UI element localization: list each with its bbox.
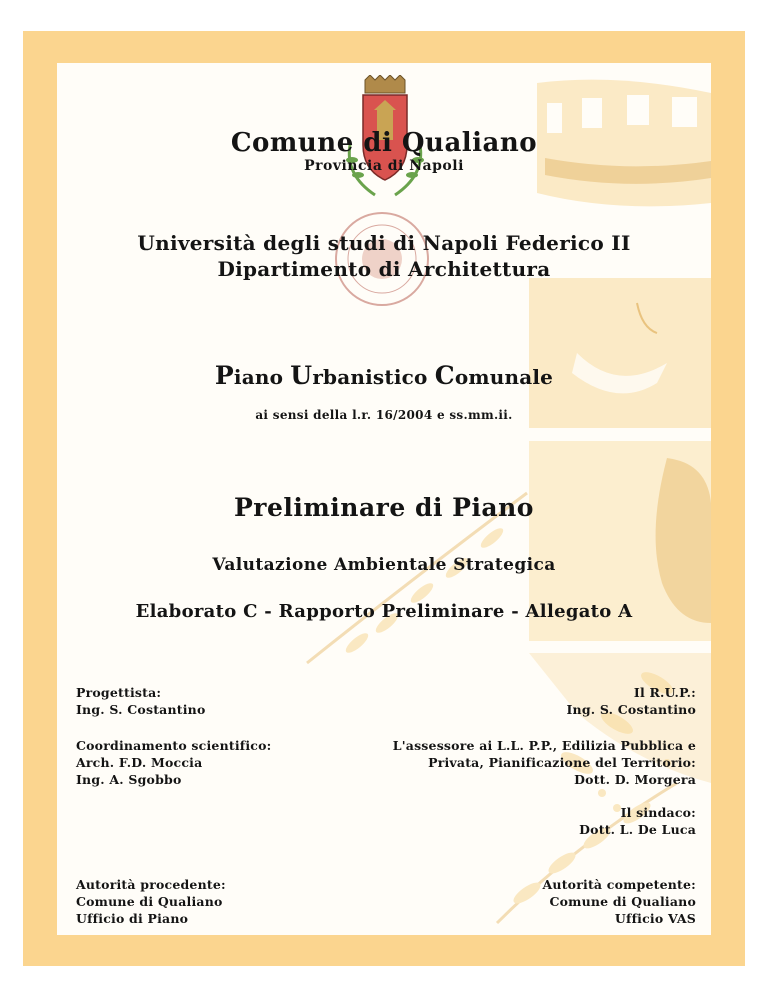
- document-subtitle: Valutazione Ambientale Strategica: [212, 555, 556, 575]
- assessore-block: [393, 737, 696, 788]
- coordinamento-label: Coordinamento scientifico:: [76, 738, 272, 753]
- municipality-title: Comune di Qualiano: [230, 128, 538, 158]
- progettista-label: Progettista:: [76, 685, 162, 700]
- rup-name: Ing. S. Costantino: [566, 702, 696, 717]
- sindaco-block: [579, 804, 696, 838]
- procedente-line-1: Comune di Qualiano: [76, 894, 223, 909]
- university-name: Università degli studi di Napoli Federico II: [137, 231, 631, 255]
- plan-title: [57, 361, 711, 390]
- competente-label: Autorità competente:: [542, 877, 696, 892]
- rup-block: [567, 684, 697, 718]
- assessore-line-2: Privata, Pianificazione del Territorio:: [428, 755, 696, 770]
- plan-word-urbanistico: rbanistico: [312, 365, 435, 389]
- plan-word-comunale: omunale: [454, 365, 554, 389]
- competente-line-1: Comune di Qualiano: [549, 894, 696, 909]
- plan-word-piano: iano: [233, 365, 291, 389]
- assessore-name: Dott. D. Morgera: [574, 772, 696, 787]
- department-name: Dipartimento di Architettura: [217, 257, 551, 281]
- rup-label: Il R.U.P.:: [633, 685, 696, 700]
- plan-initial-c: C: [434, 361, 455, 390]
- legal-reference: ai sensi della l.r. 16/2004 e ss.mm.ii.: [255, 408, 513, 422]
- sindaco-label: Il sindaco:: [620, 805, 696, 820]
- autorita-procedente-block: [76, 876, 226, 927]
- coordinamento-name-2: Ing. A. Sgobbo: [76, 772, 182, 787]
- coordinamento-block: [76, 737, 271, 788]
- sindaco-name: Dott. L. De Luca: [579, 822, 696, 837]
- procedente-line-2: Ufficio di Piano: [76, 911, 189, 926]
- assessore-line-1: L'assessore ai L.L. P.P., Edilizia Pubblica e: [392, 738, 696, 753]
- coordinamento-name-1: Arch. F.D. Moccia: [76, 755, 203, 770]
- progettista-block: [76, 684, 206, 718]
- document-title: Preliminare di Piano: [233, 493, 534, 522]
- province-subtitle: Provincia di Napoli: [304, 158, 464, 174]
- elaborato-heading: Elaborato C - Rapporto Preliminare - Allegato A: [135, 601, 633, 622]
- autorita-competente-block: [543, 876, 696, 927]
- plan-initial-u: U: [290, 361, 313, 390]
- competente-line-2: Ufficio VAS: [614, 911, 696, 926]
- procedente-label: Autorità procedente:: [76, 877, 226, 892]
- plan-initial-p: P: [214, 361, 234, 390]
- progettista-name: Ing. S. Costantino: [76, 702, 206, 717]
- page-content-area: [57, 63, 711, 935]
